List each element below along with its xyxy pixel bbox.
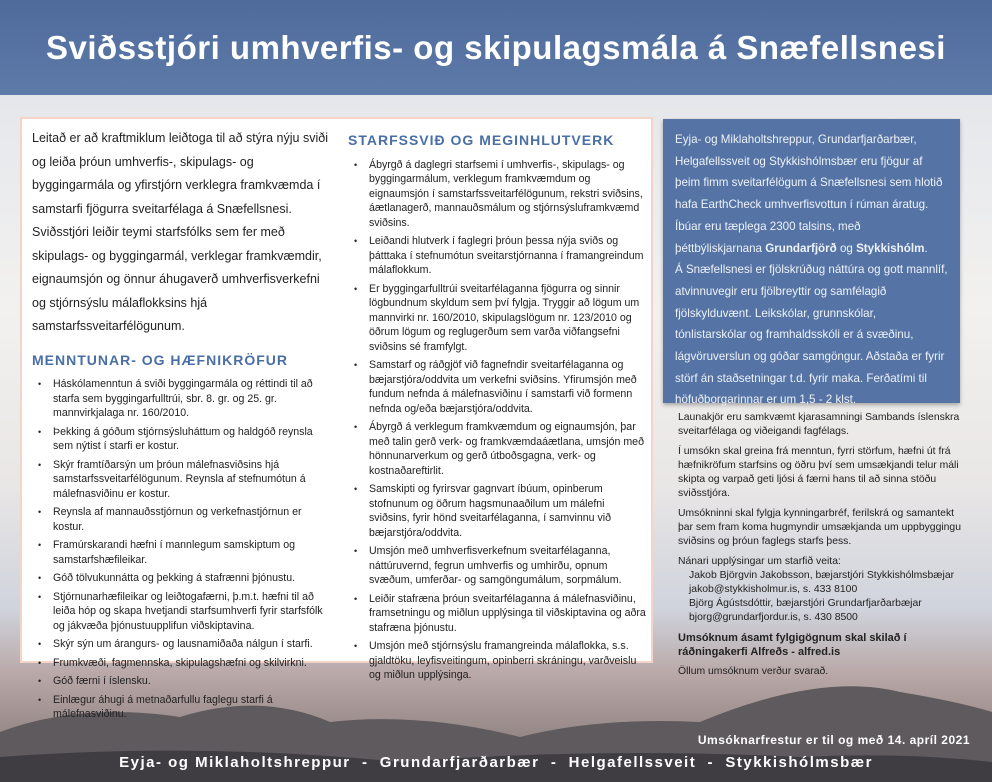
about-text: .	[924, 241, 928, 255]
main-panel	[20, 117, 653, 720]
about-text: og	[836, 241, 857, 255]
reply-text: Öllum umsóknum verður svarað.	[678, 666, 829, 677]
page-title: Sviðsstjóri umhverfis- og skipulagsmála á Snæfellsnesi	[46, 28, 946, 66]
list-item: • Reynsla af mannauðsstjórnun og verkefnastjórnun er kostur.	[32, 505, 332, 534]
contact-email-link[interactable]: jakob@stykkisholmur.is, s. 433 8100	[689, 584, 858, 595]
list-item: • Samskipti og fyrirsvar gagnvart íbúum, opinberum stofnunum og öðrum hagsmunaaðilum um málefni sviðsins, fyrir hönd sveitarfélaganna, í samvinnu við bæjarstjóra/oddvita.	[348, 482, 648, 540]
deadline-text: Umsóknarfrestur er til og með 14. apríl 2021	[697, 733, 970, 747]
list-item: • Ábyrgð á daglegri starfsemi í umhverfis-, skipulags- og byggingarmálum, verklegum framkvæmdum og eignaumsjón í samstarfssveitarfélögunum, rekstri sviðsins, áætlanagerð, mannauðsmálum og stjórnsýsluframkvæmd sviðsins.	[348, 158, 648, 231]
footer-municipalities: Eyja- og Miklaholtshreppur - Grundarfjarðarbær - Helgafellssveit - Stykkishólmsbær	[119, 754, 873, 771]
duties-heading: STARFSSVIÐ OG MEGINHLUTVERK	[348, 132, 615, 148]
list-item: • Ábyrgð á verklegum framkvæmdum og eignaumsjón, þar með talin gerð verk- og framkvæmdaáætlana, umsjón með hönnunarverkum og gerð útboðsgagna, verk- og kostnaðareftirlit.	[348, 420, 648, 478]
town-name: Stykkishólm	[856, 241, 925, 255]
list-item: • Skýr sýn um árangurs- og lausnamiðaða nálgun í starfi.	[32, 637, 332, 652]
requirements-list	[32, 377, 332, 722]
intro-paragraph: Sviðsstjóri leiðir teymi starfsfólks sem fer með skipulags- og byggingarmál, verklegar framkvæmdir, eignaumsjón og önnur áhugaverð umhverfisverkefni og stjórnsýslu málaflokksins hjá samstarfssveitarfélögunum.	[32, 225, 322, 333]
list-item: • Frumkvæði, fagmennska, skipulagshæfni og skilvirkni.	[32, 656, 332, 671]
list-item: • Leiðandi hlutverk í faglegri þróun þessa nýja sviðs og þátttaka í stefnumótun sveitarstjórnanna í framangreindum málaflokkum.	[348, 234, 648, 278]
list-item: • Umsjón með umhverfisverkefnum sveitarfélaganna, náttúruvernd, fegrun umhverfis og umhirðu, opnum svæðum, umferðar- og samgöngumálum, sorpmálum.	[348, 544, 648, 588]
attachments-text: Umsókninni skal fylgja kynningarbréf, ferilskrá og samantekt þar sem fram koma hugmyndir umsækjanda um uppbyggingu sviðsins og þróun faglegs starfs þess.	[678, 508, 961, 547]
list-item: • Framúrskarandi hæfni í mannlegum samskiptum og samstarfshæfileikar.	[32, 538, 332, 567]
list-item: • Góð færni í íslensku.	[32, 674, 332, 689]
about-paragraph	[675, 129, 948, 259]
list-item: • Umsjón með stjórnsýslu framangreinda málaflokka, s.s. gjaldtöku, leyfisveitingum, opinberri skráningu, varðveislu og miðlun upplýsinga.	[348, 639, 648, 683]
list-item: • Einlægur áhugi á metnaðarfullu faglegu starfi á málefnasviðinu.	[32, 693, 332, 722]
salary-text: Launakjör eru samkvæmt kjarasamningi Sambands íslenskra sveitarfélaga og viðeigandi fagfélags.	[678, 412, 960, 437]
contact-email-link[interactable]: bjorg@grundarfjordur.is, s. 430 8500	[689, 612, 858, 623]
duties-list	[348, 158, 648, 683]
left-column	[32, 127, 332, 726]
contact-name: Björg Ágústsdóttir, bæjarstjóri Grundarfjarðarbæjar	[689, 598, 922, 609]
about-box	[663, 119, 960, 407]
list-item: • Þekking á góðum stjórnsýsluháttum og haldgóð reynsla sem nýtist í starfi er kostur.	[32, 425, 332, 454]
list-item: • Skýr framtíðarsýn um þróun málefnasviðsins hjá samstarfssveitarfélögunum. Reynsla af stefnumótun á málefnasviðinu er kostur.	[32, 458, 332, 502]
town-name: Grundarfjörð	[765, 241, 837, 255]
intro-text	[32, 127, 332, 339]
submit-instructions: Umsóknum ásamt fylgigögnum skal skilað í ráðningakerfi Alfreðs - alfred.is	[678, 632, 907, 658]
requirements-heading: MENNTUNAR- OG HÆFNIKRÖFUR	[32, 351, 288, 368]
about-paragraph: Á Snæfellsnesi er fjölskrúðug náttúra og gott mannlíf, atvinnuvegir eru fjölbreyttir og samfélagið fjölskylduvænt. Leikskólar, grunnskólar, tónlistarskólar og framhaldsskóli er á svæðinu, lágvöruverslun og góðar samgöngur. Aðstaða er fyrir störf án staðsetningar t.d. fyrir maka. Ferðatími til höfuðborgarinnar er um 1,5 - 2 klst.	[675, 263, 948, 407]
list-item: • Samstarf og ráðgjöf við fagnefndir sveitarfélaganna og bæjarstjóra/oddvita um verkefni sviðsins. Yfirumsjón með fundum nefnda á málefnasviðinu í samstarfi við formenn nefnda og/eða bæjarstjóra/oddvita.	[348, 358, 648, 416]
middle-column	[348, 127, 648, 687]
application-info	[678, 411, 963, 685]
list-item: • Háskólamenntun á sviði byggingarmála og réttindi til að starfa sem byggingarfulltrúi, sbr. 8. gr. og 25. gr. mannvirkjalaga nr. 160/2010.	[32, 377, 332, 421]
list-item: • Góð tölvukunnátta og þekking á stafrænni þjónustu.	[32, 571, 332, 586]
intro-paragraph: Leitað er að kraftmiklum leiðtoga til að stýra nýju sviði og leiða þróun umhverfis-, skipulags- og byggingarmála og yfirstjórn verklegra framkvæmda í samstarfi fjögurra sveitarfélaga á Snæfellsnesi.	[32, 131, 328, 216]
contact-intro: Nánari upplýsingar um starfið veita:	[678, 556, 841, 567]
list-item: • Leiðir stafræna þróun sveitarfélaganna á málefnasviðinu, framsetningu og miðlun upplýsinga til viðskiptavina og aðra stafræna þjónustu.	[348, 592, 648, 636]
header-banner	[0, 0, 992, 95]
list-item: • Er byggingarfulltrúi sveitarfélaganna fjögurra og sinnir lögbundnum skyldum sem því fylgja. Tryggir að lögum um mannvirki nr. 160/2010, skipulagslögum nr. 123/2010 og öðrum lögum og reglugerðum sem varða viðfangsefni sviðsins sé framfylgt.	[348, 282, 648, 355]
contact-name: Jakob Björgvin Jakobsson, bæjarstjóri Stykkishólmsbæjar	[689, 570, 955, 581]
about-text: Eyja- og Miklaholtshreppur, Grundarfjarðarbær, Helgafellssveit og Stykkishólmsbær eru fjögur af þeim fimm sveitarfélögum á Snæfellsnesi sem hlotið hafa EarthCheck umhverfisvottun í rúman áratug. Íbúar eru tæplega 2300 talsins, með þéttbýliskjarnana	[675, 133, 943, 255]
application-text: Í umsókn skal greina frá menntun, fyrri störfum, hæfni út frá hæfnikröfum starfsins og öðru því sem umsækjandi telur máli skipta og varpað geti ljósi á færni hans til að sinna stöðu sviðsstjóra.	[678, 446, 959, 499]
list-item: • Stjórnunarhæfileikar og leiðtogafærni, þ.m.t. hæfni til að leiða hóp og skapa hvetjandi starfsumhverfi fyrir starfsfólk og jákvæða þjónustuupplifun viðskiptavina.	[32, 590, 332, 634]
